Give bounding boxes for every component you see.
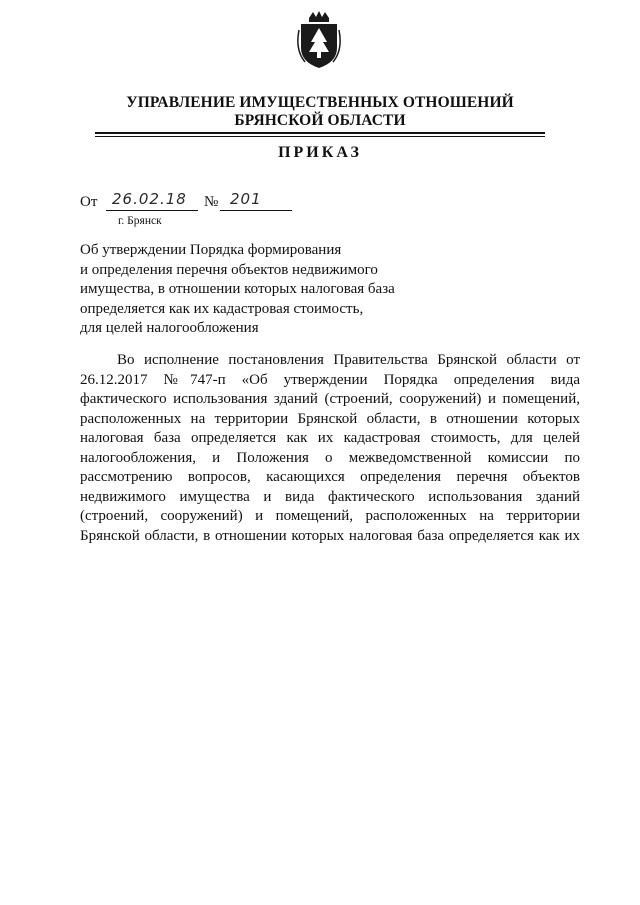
- preamble-line: рассмотрению вопросов, касающихся определения перечня объектов: [80, 469, 580, 485]
- date-prefix: От: [80, 194, 98, 210]
- number-prefix: №: [204, 194, 219, 210]
- preamble-line: (строений, сооружений) и помещений, расположенных на территории: [80, 508, 580, 524]
- preamble-line: налоговая база определяется как их кадастровая стоимость, для целей: [80, 430, 580, 446]
- organization-name-line2: БРЯНСКОЙ ОБЛАСТИ: [234, 112, 406, 129]
- preamble-line: налогообложения, и Положения о межведомственной комиссии по: [80, 449, 580, 466]
- subject-line: определяется как их кадастровая стоимость,: [80, 300, 364, 317]
- preamble-line: расположенных на территории Брянской области, в отношении которых: [80, 410, 580, 427]
- header-divider-thick: [95, 132, 545, 134]
- preamble-line: Брянской области, в отношении которых налоговая база определяется как их: [80, 527, 580, 544]
- preamble-line: фактического использования зданий (строений, сооружений) и помещений,: [80, 391, 580, 407]
- handwritten-date: 26.02.18: [112, 190, 187, 208]
- handwritten-number: 201: [230, 190, 262, 208]
- subject-line: Об утверждении Порядка формирования: [80, 242, 342, 258]
- subject-line: для целей налогообложения: [80, 320, 259, 336]
- number-underline: [220, 210, 292, 211]
- date-underline: [106, 210, 198, 211]
- subject-line: и определения перечня объектов недвижимого: [80, 261, 378, 278]
- header-divider-thin: [95, 136, 545, 137]
- organization-name-line1: УПРАВЛЕНИЕ ИМУЩЕСТВЕННЫХ ОТНОШЕНИЙ: [126, 94, 514, 111]
- subject-line: имущества, в отношении которых налоговая база: [80, 281, 395, 297]
- coat-of-arms-emblem: [297, 10, 341, 72]
- issue-city: г. Брянск: [118, 215, 162, 227]
- preamble-line: 26.12.2017 №747-п «Об утверждении Порядка определения вида: [80, 371, 580, 388]
- preamble-line: недвижимого имущества и вида фактического использования зданий: [80, 488, 580, 505]
- preamble-line: Во исполнение постановления Правительства Брянской области от: [117, 352, 580, 368]
- document-type-title: ПРИКАЗ: [278, 144, 362, 161]
